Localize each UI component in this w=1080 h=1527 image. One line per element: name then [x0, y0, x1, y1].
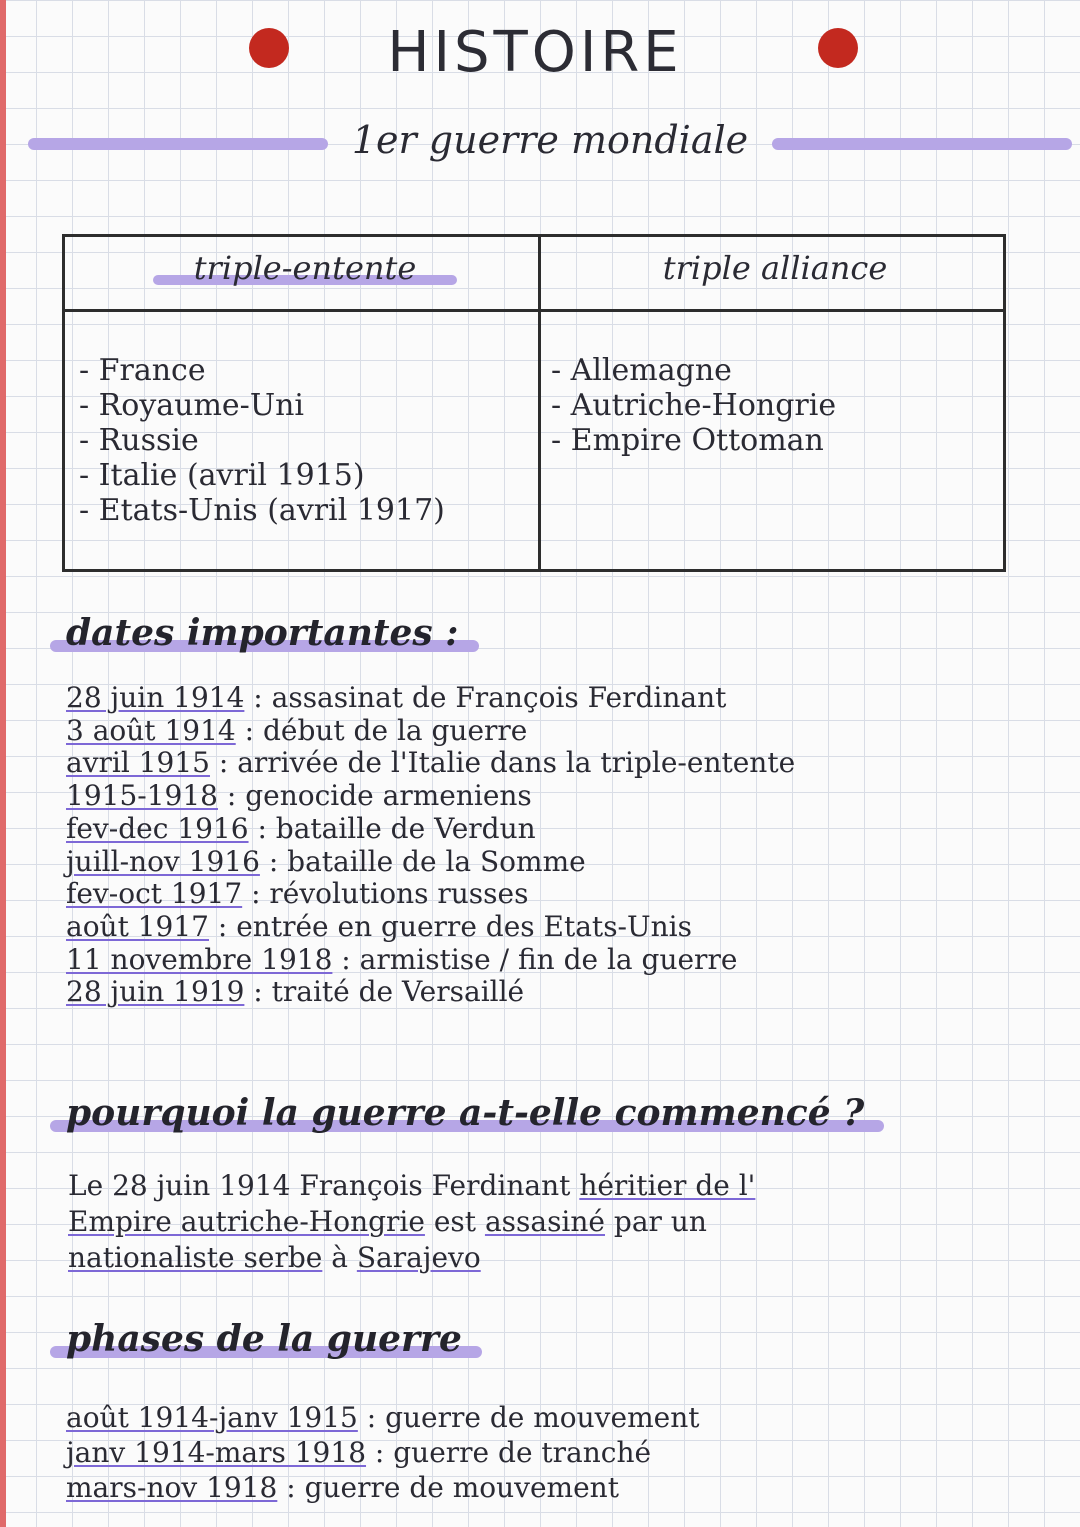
why-paragraph: Le 28 juin 1914 François Ferdinant héritier de l' Empire autriche-Hongrie est assasiné par un nationaliste serbe à Sarajevo: [68, 1169, 756, 1274]
list-item: août 1917 : entrée en guerre des Etats-Unis: [66, 909, 692, 943]
page-subtitle: 1er guerre mondiale: [351, 118, 749, 162]
phases-heading: phases de la guerre: [66, 1318, 462, 1360]
alliances-table: [62, 234, 1006, 572]
list-item: 11 novembre 1918 : armistise / fin de la guerre: [66, 942, 738, 976]
list-item: août 1914-janv 1915 : guerre de mouvement: [66, 1401, 700, 1434]
list-item: avril 1915 : arrivée de l'Italie dans la triple-entente: [66, 746, 796, 780]
dates-heading: dates importantes :: [66, 612, 459, 654]
list-item: fev-dec 1916 : bataille de Verdun: [66, 811, 536, 845]
table-column-divider: [538, 237, 541, 569]
list-item: 3 août 1914 : début de la guerre: [66, 713, 528, 747]
list-item: - Royaume-Uni: [79, 388, 305, 423]
triple-alliance-members: [551, 353, 991, 458]
list-item: - Etats-Unis (avril 1917): [79, 493, 445, 528]
why-heading: pourquoi la guerre a-t-elle commencé ?: [66, 1092, 864, 1134]
notebook-margin-line: [0, 0, 6, 1527]
important-dates-list: [66, 682, 795, 1009]
list-item: juill-nov 1916 : bataille de la Somme: [66, 844, 586, 878]
subtitle-highlight-left: [28, 138, 328, 150]
page-title: HISTOIRE: [387, 20, 683, 85]
table-header-triple-alliance: triple alliance: [662, 249, 888, 287]
war-phases-list: [66, 1400, 699, 1505]
list-item: 28 juin 1914 : assasinat de François Ferdinant: [66, 681, 727, 714]
list-item: - Allemagne: [551, 353, 732, 388]
table-header-divider: [65, 309, 1003, 312]
list-item: - Russie: [79, 423, 199, 458]
list-item: 28 juin 1919 : traité de Versaillé: [66, 975, 525, 1009]
punch-hole-left: [249, 28, 289, 68]
subtitle-highlight-right: [772, 138, 1072, 150]
list-item: janv 1914-mars 1918 : guerre de tranché: [66, 1436, 652, 1469]
list-item: fev-oct 1917 : révolutions russes: [66, 877, 529, 911]
list-item: - Empire Ottoman: [551, 423, 824, 458]
list-item: - Autriche-Hongrie: [551, 388, 837, 423]
list-item: 1915-1918 : genocide armeniens: [66, 779, 532, 813]
list-item: - France: [79, 353, 206, 388]
triple-entente-members: [79, 353, 529, 528]
list-item: mars-nov 1918 : guerre de mouvement: [66, 1471, 619, 1504]
punch-hole-right: [818, 28, 858, 68]
table-header-triple-entente: triple-entente: [145, 249, 465, 287]
list-item: - Italie (avril 1915): [79, 458, 365, 493]
